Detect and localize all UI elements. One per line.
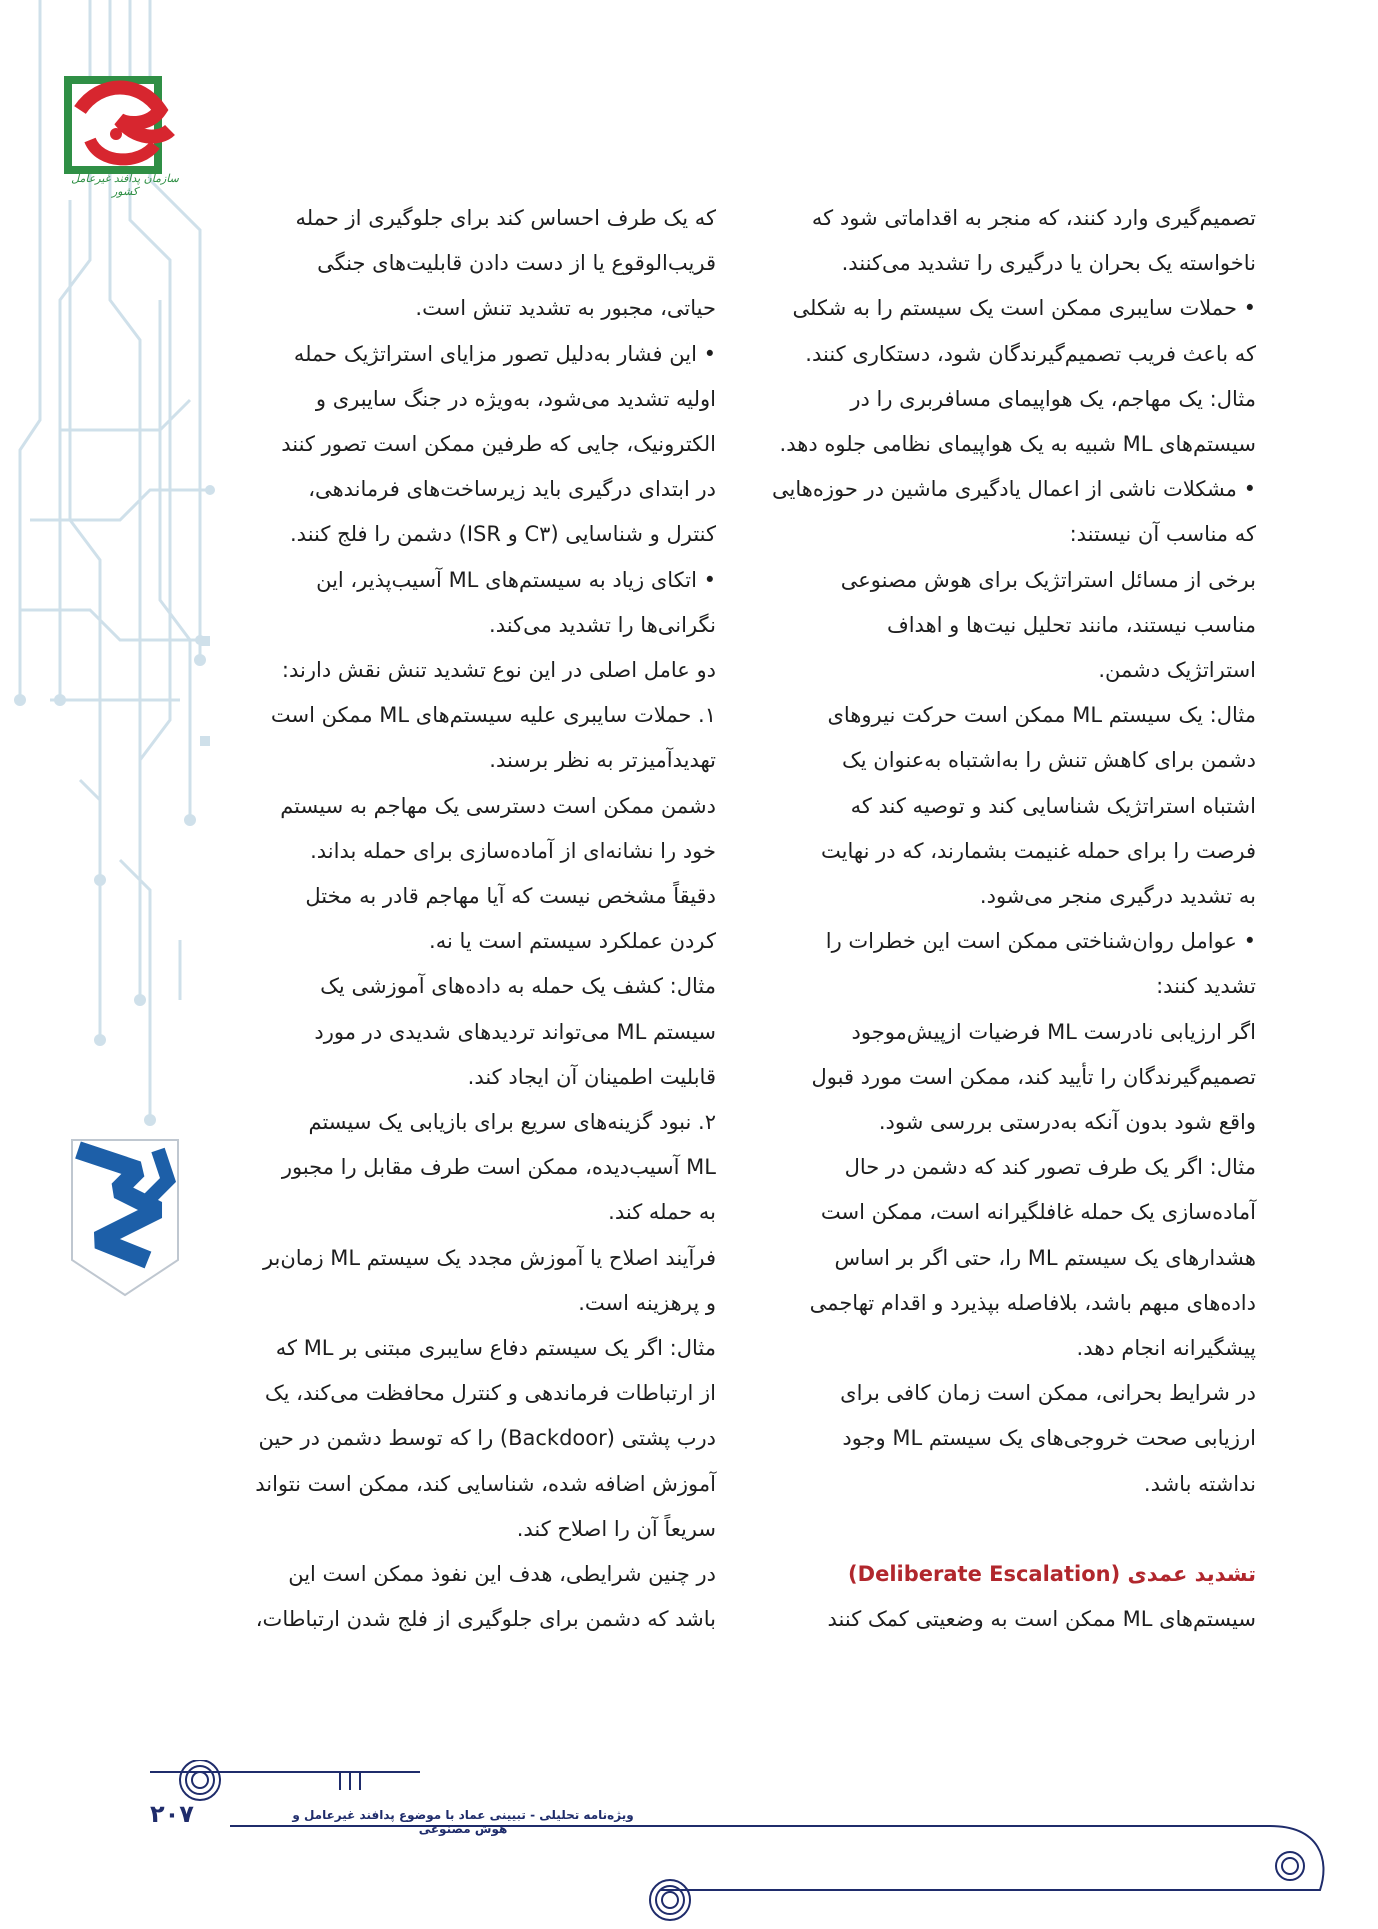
paragraph-line: تصمیم‌گیری وارد کنند، که منجر به اقداماتی شود که bbox=[811, 206, 1256, 230]
paragraph-line: • حملات سایبری ممکن است یک سیستم را به شکلی bbox=[792, 296, 1256, 321]
paragraph-line: دو عامل اصلی در این نوع تشدید تنش نقش دارند: bbox=[281, 658, 716, 683]
paragraph-line: و پرهزینه است. bbox=[578, 1290, 716, 1315]
paragraph-line: ناخواسته یک بحران یا درگیری را تشدید می‌کنند. bbox=[841, 251, 1256, 276]
paragraph-line: مثال: کشف یک حمله به داده‌های آموزشی یک bbox=[320, 974, 716, 999]
paragraph-line: دقیقاً مشخص نیست که آیا مهاجم قادر به مختل bbox=[305, 884, 716, 909]
paragraph-line: دشمن ممکن است دسترسی یک مهاجم به سیستم bbox=[280, 793, 716, 818]
paragraph-line: باشد که دشمن برای جلوگیری از فلج شدن ارتباطات، bbox=[255, 1607, 716, 1632]
paragraph-line: در ابتدای درگیری باید زیرساخت‌های فرماندهی، bbox=[308, 477, 716, 502]
organization-logo bbox=[60, 70, 190, 200]
paragraph-line: دشمن برای کاهش تنش را به‌اشتباه به‌عنوان یک bbox=[841, 748, 1256, 773]
paragraph-line: که یک طرف احساس کند برای جلوگیری از حمله bbox=[295, 206, 716, 230]
paragraph-line: • اتکای زیاد به سیستم‌های ML آسیب‌پذیر، این bbox=[316, 567, 716, 592]
paragraph-line: واقع شود بدون آنکه به‌درستی بررسی شود. bbox=[878, 1110, 1256, 1135]
paragraph-line: • عوامل روان‌شناختی ممکن است این خطرات را bbox=[825, 929, 1256, 954]
paragraph-line: تهدیدآمیزتر به نظر برسند. bbox=[489, 748, 716, 773]
page-number: ۲۰۷ bbox=[150, 1800, 194, 1828]
paragraph-line: هشدارهای یک سیستم ML را، حتی اگر بر اساس bbox=[834, 1245, 1256, 1270]
paragraph-line: فرصت را برای حمله غنیمت بشمارند، که در نهایت bbox=[821, 838, 1256, 863]
paragraph-line: قابلیت اطمینان آن ایجاد کند. bbox=[467, 1064, 716, 1089]
paragraph-line: آموزش اضافه شده، شناسایی کند، ممکن است نتواند bbox=[255, 1471, 716, 1496]
paragraph-line: سیستم ML می‌تواند تردیدهای شدیدی در مورد bbox=[314, 1019, 716, 1044]
paragraph-line: مثال: یک سیستم ML ممکن است حرکت نیروهای bbox=[827, 703, 1256, 728]
footer-title: ویژه‌نامه تحلیلی - تبیینی عماد با موضوع پدافند غیرعامل و هوش مصنوعی bbox=[292, 1808, 634, 1836]
paragraph-line: که باعث فریب تصمیم‌گیرندگان شود، دستکاری کنند. bbox=[805, 341, 1256, 366]
paragraph-line: برخی از مسائل استراتژیک برای هوش مصنوعی bbox=[840, 567, 1256, 592]
paragraph-line: • مشکلات ناشی از اعمال یادگیری ماشین در حوزه‌هایی bbox=[772, 477, 1256, 502]
paragraph-line: به حمله کند. bbox=[608, 1200, 716, 1225]
paragraph-line: • این فشار به‌دلیل تصور مزایای استراتژیک حمله bbox=[293, 341, 716, 366]
paragraph-line: نداشته باشد. bbox=[1143, 1471, 1256, 1496]
paragraph-line: اولیه تشدید می‌شود، به‌ویژه در جنگ سایبری و bbox=[315, 386, 716, 411]
paragraph-line: فرآیند اصلاح یا آموزش مجدد یک سیستم ML زمان‌بر bbox=[262, 1245, 716, 1270]
paragraph-line: کنترل و شناسایی (C۳ و ISR) دشمن را فلج کنند. bbox=[290, 522, 716, 547]
paragraph-line: ML آسیب‌دیده، ممکن است طرف مقابل را مجبور bbox=[281, 1155, 716, 1180]
paragraph-line: خود را نشانه‌ای از آماده‌سازی برای حمله بداند. bbox=[310, 838, 716, 863]
paragraph-line: مثال: اگر یک سیستم دفاع سایبری مبتنی بر ML که bbox=[275, 1336, 716, 1361]
paragraph-line: مثال: یک مهاجم، یک هواپیمای مسافربری را در bbox=[850, 386, 1256, 411]
paragraph-line: اگر ارزیابی نادرست ML فرضیات ازپیش‌موجود bbox=[851, 1019, 1256, 1044]
paragraph-line: اشتباه استراتژیک شناسایی کند و توصیه کند که bbox=[850, 793, 1256, 818]
logo-caption: سازمان پدافند غیرعامل کشور bbox=[71, 172, 179, 198]
side-logo bbox=[58, 1130, 188, 1300]
paragraph-line: در چنین شرایطی، هدف این نفوذ ممکن است این bbox=[288, 1562, 716, 1587]
emad-logo-icon bbox=[58, 1130, 188, 1300]
paragraph-line: تصمیم‌گیرندگان را تأیید کند، ممکن است مورد قبول bbox=[811, 1064, 1256, 1089]
paragraph-line: قریب‌الوقوع یا از دست دادن قابلیت‌های جنگی bbox=[317, 251, 716, 276]
paragraph-line: سیستم‌های ML ممکن است به وضعیتی کمک کنند bbox=[827, 1607, 1256, 1632]
paragraph-line: استراتژیک دشمن. bbox=[1098, 658, 1256, 683]
circuit-decoration bbox=[0, 0, 230, 1929]
right-column bbox=[748, 196, 1256, 1642]
paragraph-line: سیستم‌های ML شبیه به یک هواپیمای نظامی جلوه دهد. bbox=[779, 432, 1256, 457]
paragraph-line: در شرایط بحرانی، ممکن است زمان کافی برای bbox=[840, 1381, 1256, 1406]
paragraph-line: ارزیابی صحت خروجی‌های یک سیستم ML وجود bbox=[842, 1426, 1256, 1451]
paragraph-line: داده‌های مبهم باشد، بلافاصله بپذیرد و اقدام تهاجمی bbox=[809, 1290, 1256, 1315]
paragraph-line: نگرانی‌ها را تشدید می‌کند. bbox=[489, 612, 716, 637]
paragraph-line: کردن عملکرد سیستم است یا نه. bbox=[429, 929, 716, 954]
paragraph-line: ۲. نبود گزینه‌های سریع برای بازیابی یک سیستم bbox=[308, 1110, 716, 1135]
left-column bbox=[232, 196, 716, 1643]
paragraph-line: به تشدید درگیری منجر می‌شود. bbox=[979, 884, 1256, 909]
paragraph-line: ۱. حملات سایبری علیه سیستم‌های ML ممکن است bbox=[270, 703, 716, 728]
paragraph-line: الکترونیک، جایی که طرفین ممکن است تصور کنند bbox=[281, 432, 716, 457]
paragraph-line: درب پشتی (Backdoor) را که توسط دشمن در حین bbox=[258, 1426, 716, 1451]
paragraph-line: که مناسب آن نیستند: bbox=[1069, 522, 1256, 547]
section-heading: تشدید عمدی (Deliberate Escalation) bbox=[848, 1561, 1256, 1586]
paragraph-line: مثال: اگر یک طرف تصور کند که دشمن در حال bbox=[844, 1155, 1256, 1180]
paragraph-line: سریعاً آن را اصلاح کند. bbox=[516, 1516, 716, 1541]
paragraph-line: پیشگیرانه انجام دهد. bbox=[1076, 1336, 1256, 1361]
paragraph-line: از ارتباطات فرماندهی و کنترل محافظت می‌کند، یک bbox=[264, 1381, 716, 1406]
paragraph-line: آماده‌سازی یک حمله غافلگیرانه است، ممکن است bbox=[820, 1200, 1256, 1225]
footer-decoration bbox=[140, 1760, 1378, 1929]
paragraph-line: حیاتی، مجبور به تشدید تنش است. bbox=[415, 296, 716, 321]
paragraph-line: مناسب نیستند، مانند تحلیل نیت‌ها و اهداف bbox=[886, 612, 1256, 637]
paragraph-line: تشدید کنند: bbox=[1156, 974, 1256, 999]
